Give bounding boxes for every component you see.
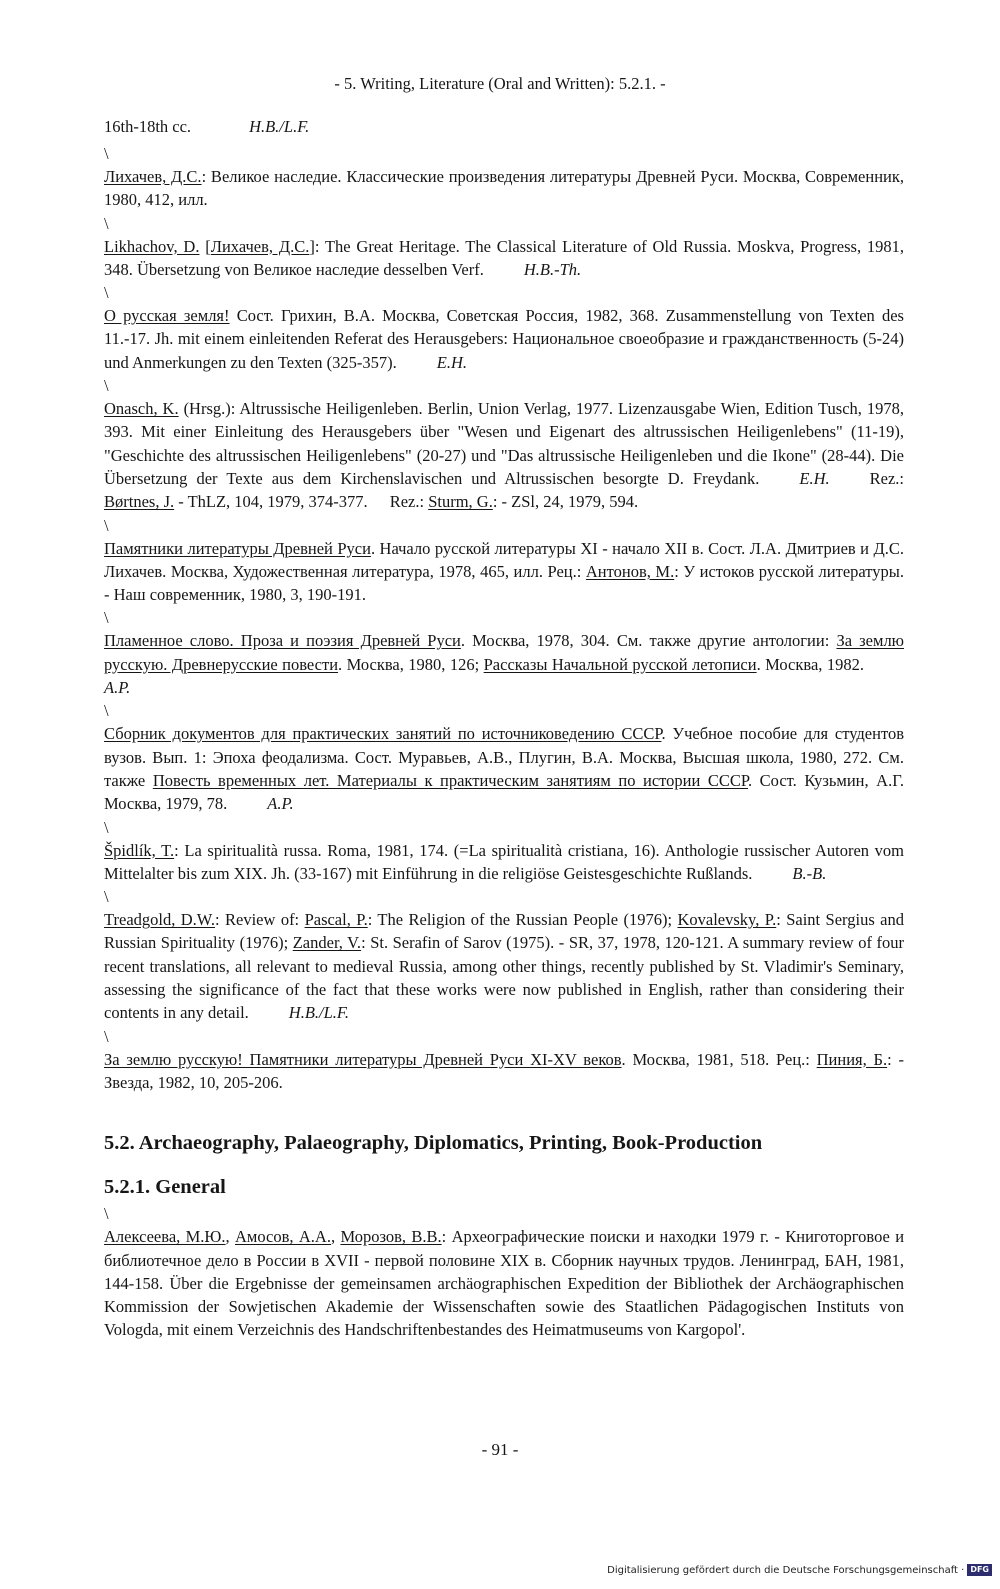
reviewer-initials: E.H. [799,468,830,488]
entry-separator: \ [104,608,109,628]
entry-text: . Учебное пособие для студентов вузов. Вып. 1: Эпоха феодализма. Сост. Муравьев, А.В., Плугин, В.А. Москва, Высшая школа, 1980, 272. См. также [104,724,904,790]
entry-text: : La spiritualità russa. Roma, 1981, 174. (=La spiritualità cristiana, 16). Anthologie russischer Autoren vom Mittelalter bis zum XIX. Jh. (33-167) mit Einführung in die religiöse Geistesgeschichte Rußlands. [104,840,904,883]
page-number: - 91 - [481,1440,519,1459]
entry-title: Пламенное слово. Проза и поэзия Древней Руси [104,631,461,651]
entry-author: Морозов, В.В. [340,1227,442,1247]
entry-author: Treadgold, D.W. [104,910,215,930]
section-heading: 5.2. Archaeography, Palaeography, Diplomatics, Printing, Book-Production [104,1132,763,1155]
subsection-heading: 5.2.1. General [104,1176,226,1199]
bibliography-entry [104,908,904,1024]
entry-text: : The Religion of the Russian People (1976); [367,910,678,930]
reviewer-initials: H.B./L.F. [249,117,310,136]
entry-text: : Saint Sergius and Russian Spirituality (1976); [104,910,904,953]
entry-separator: \ [104,376,109,396]
entry-separator: \ [104,515,109,535]
entry-text: , [225,1227,235,1247]
entry-title: О русская земля! [104,306,230,326]
entry-author: Амосов, А.А. [235,1227,331,1247]
review-text: : - ZSl, 24, 1979, 594. [492,492,639,512]
bibliography-entry [104,397,904,513]
reviewer-initials: E.H. [436,352,467,372]
entry-author: Špidlík, T. [104,840,175,860]
bibliography-entry [104,235,904,282]
bibliography-list [104,142,904,1342]
entry-separator: \ [104,213,109,233]
entry-text: (Hrsg.): Altrussische Heiligenleben. Berlin, Union Verlag, 1977. Lizenzausgabe Wien, Edition Tusch, 1978, 393. Mit einer Einleitung des Herausgebers über "Wesen und Eigenart des altrussischen Heiligenlebens" (11-19), "Geschichte des altrussischen Heiligenlebens" (20-27) und "Das altrussische Heiligenleben und die Ikone" (28-44). Die Übersetzung der Texte aus dem Kirchenslavischen und Altrussischen besorgte D. Freydank. [104,399,904,488]
entry-text: . Москва, 1978, 304. См. также другие антологии: [460,631,837,651]
dfg-logo: DFG [967,1564,992,1576]
bibliography-entry [104,629,904,699]
entry-separator: \ [104,817,109,837]
entry-text: , [330,1227,341,1247]
reviewer-initials: H.B.-Th. [523,259,582,279]
review-author: Sturm, G. [428,492,493,512]
entry-separator: \ [104,887,109,907]
bibliography-entry [104,304,904,374]
continuation-text: 16th-18th cc. [104,117,192,136]
digitization-footer [607,1564,992,1576]
entry-text: . Начало русской литературы XI - начало XII в. Сост. Л.А. Дмитриев и Д.С. Лихачев. Москва, Художественная литература, 1978, 465, илл. Рец.: [104,538,904,581]
review-text: - ThLZ, 104, 1979, 374-377. [174,492,368,512]
entry-text: : Археографические поиски и находки 1979 г. - Книготорговое и библиотечное дело в России в XVII - первой половине XIX в. Сборник научных трудов. Ленинград, БАН, 1981, 144-158. Über die Ergebnisse der gemeinsamen archäographischen Expedition der Bibliothek der Archäographischen Kommission der Sowjetischen Akademie der Wissenschaften sowie des Staatlichen Pädagogischen Instituts von Vologda, mit einem Verzeichnis des Handschriftenbestandes des Heimatmuseums von Kargopol'. [104,1227,905,1340]
reviewer-initials: B.-B. [792,863,827,883]
running-header: - 5. Writing, Literature (Oral and Written): 5.2.1. - [334,74,666,93]
entry-title: Памятники литературы Древней Руси [104,538,371,558]
entry-separator: \ [104,283,109,303]
entry-author-alt: Лихачев, Д.С. [210,236,310,256]
review-author: Пиния, Б. [816,1049,888,1069]
entry-text: [ [199,236,211,256]
entry-text: : St. Serafin of Sarov (1975). - SR, 37, 1978, 120-121. A summary review of four recent translations, all relevant to medieval Russia, among other things, recently published by St. Vladimir's Seminary, assessing the significance of the fact that these works were now published in English, rather than considering their contents in any detail. [104,933,904,1023]
entry-text: : Великое наследие. Классические произведения литературы Древней Руси. Москва, Современник, 1980, 412, илл. [104,167,904,210]
reviewer-initials: H.B./L.F. [288,1003,350,1023]
bibliography-entry [104,1048,904,1095]
entry-separator: \ [104,701,109,721]
review-text: : У истоков русской литературы. - Наш современник, 1980, 3, 190-191. [104,561,904,605]
entry-text: . Москва, 1981, 518. Рец.: [621,1049,817,1069]
reviewer-initials: A.P. [104,678,131,698]
entry-separator: \ [104,144,109,163]
reviewed-author: Zander, V. [292,933,362,953]
footer-text: Digitalisierung gefördert durch die Deutsche Forschungsgemeinschaft · [607,1564,965,1576]
entry-title: За землю русскую! Памятники литературы Древней Руси XI-XV веков [104,1049,622,1069]
entry-text: ]: The Great Heritage. The Classical Literature of Old Russia. Moskva, Progress, 1981, 348. Übersetzung von Великое наследие desselben Verf. [104,236,905,279]
entry-text: . Москва, 1980, 126; [338,654,484,674]
bibliography-entry [104,1225,904,1341]
entry-separator: \ [104,1026,109,1046]
review-author: Børtnes, J. [104,492,175,512]
entry-text: : Review of: [215,910,305,930]
entry-text: . Сост. Кузьмин, А.Г. Москва, 1979, 78. [104,770,905,814]
entry-text: Сост. Грихин, В.А. Москва, Советская Россия, 1982, 368. Zusammenstellung von Texten des 11.-17. Jh. mit einem einleitenden Referat des Herausgebers: Национальное своеобразие и гражданственность (5-24) und Anmerkungen zu den Texten (325-357). [104,306,904,372]
related-title: Рассказы Начальной русской летописи [483,654,757,674]
entry-author: Onasch, K. [104,399,179,419]
reviewed-author: Pascal, P. [304,910,368,930]
reviewed-author: Kovalevsky, P. [677,910,777,930]
reviewer-initials: A.P. [267,794,294,814]
bibliography-entry [104,839,904,886]
related-title: Повесть временных лет. Материалы к практическим занятиям по истории СССР [152,770,748,790]
entry-author: Likhachov, D. [104,236,200,256]
entry-author: Лихачев, Д.С. [104,167,202,186]
continuation-line [104,117,309,137]
review-label: Rez.: [389,492,429,512]
bibliography-entry [104,165,904,212]
entry-separator: \ [104,1204,109,1224]
entry-title: Сборник документов для практических занятий по источниковедению СССР [104,724,662,744]
entry-author: Алексеева, М.Ю. [104,1227,226,1247]
related-title: За землю русскую. Древнерусские повести [104,631,904,674]
review-label: Rez.: [869,468,904,488]
review-author: Антонов, М. [585,561,675,581]
bibliography-entry [104,537,904,607]
entry-text: . Москва, 1982. [756,654,864,674]
bibliography-entry [104,722,904,815]
review-text: : - Звезда, 1982, 10, 205-206. [104,1049,904,1092]
